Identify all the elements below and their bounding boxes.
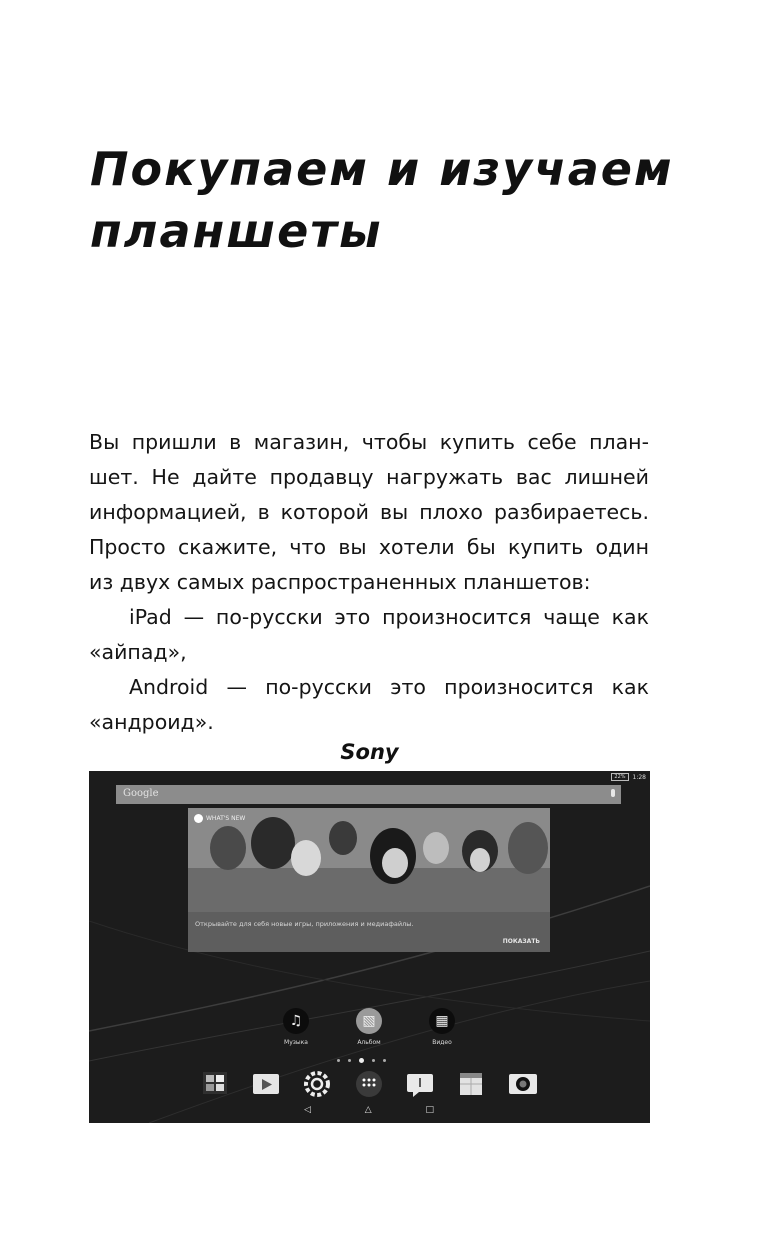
paragraph-ipad-line-2: «айпад»,	[89, 640, 187, 664]
page-dot	[337, 1059, 340, 1062]
google-search-bar[interactable]	[116, 785, 621, 804]
whats-new-widget[interactable]	[188, 808, 550, 952]
paragraph-1-line-4: Просто скажите, что вы хотели бы купить один	[89, 535, 649, 559]
whats-new-icon	[194, 814, 203, 823]
chapter-title-line-1: Покупаем и изучаем	[90, 142, 674, 196]
app-video[interactable]	[417, 1008, 467, 1046]
paragraph-android-line-2: «андроид».	[89, 710, 214, 734]
page-dot	[372, 1059, 375, 1062]
paragraph-android-line-1: Android — по-русски это произносится как	[129, 675, 649, 699]
status-time: 1:28	[632, 773, 646, 781]
figure-caption: Sony	[340, 740, 399, 764]
album-icon: ▧	[356, 1008, 382, 1034]
battery-indicator: 22%	[611, 773, 628, 781]
widget-description: Открывайте для себя новые игры, приложения и медиафайлы.	[195, 920, 414, 928]
page-dot	[383, 1059, 386, 1062]
app-album-label: Альбом	[357, 1039, 381, 1046]
google-apps-folder-icon[interactable]	[203, 1072, 227, 1094]
microphone-icon[interactable]	[611, 789, 615, 797]
app-album[interactable]	[344, 1008, 394, 1046]
home-icon[interactable]: △	[364, 1105, 372, 1115]
back-icon[interactable]: ◁	[304, 1105, 311, 1115]
settings-gear-icon[interactable]	[306, 1073, 328, 1095]
status-bar	[611, 772, 646, 782]
paragraph-1-line-3: информацией, в которой вы плохо разбираетесь.	[89, 500, 649, 524]
calendar-icon[interactable]	[460, 1073, 482, 1095]
show-button[interactable]: ПОКАЗАТЬ	[502, 938, 540, 945]
music-note-icon: ♫	[283, 1008, 309, 1034]
paragraph-1-line-5: из двух самых распространенных планшетов:	[89, 570, 591, 594]
navigation-bar	[304, 1105, 434, 1115]
whats-new-label	[194, 814, 245, 823]
app-music-label: Музыка	[284, 1039, 308, 1046]
widget-footer	[188, 912, 550, 952]
app-drawer-icon[interactable]	[356, 1071, 382, 1097]
google-logo: Google	[123, 788, 159, 799]
camera-icon[interactable]	[509, 1074, 537, 1094]
recent-apps-icon[interactable]: □	[425, 1105, 434, 1115]
tablet-screenshot	[89, 771, 650, 1123]
play-store-icon[interactable]	[253, 1074, 279, 1094]
dock	[201, 1069, 541, 1097]
video-film-icon: ▦	[429, 1008, 455, 1034]
app-music[interactable]	[271, 1008, 321, 1046]
paragraph-ipad-line-1: iPad — по-русски это произносится чаще как	[129, 605, 649, 629]
page-indicator	[337, 1058, 386, 1063]
whats-new-text: WHAT'S NEW	[206, 815, 246, 822]
body-text	[89, 425, 649, 740]
chapter-title	[90, 138, 690, 262]
people-photo	[188, 808, 550, 912]
messaging-icon[interactable]	[407, 1074, 433, 1097]
page-dot-active	[359, 1058, 364, 1063]
paragraph-1-line-2: шет. Не дайте продавцу нагружать вас лишней	[89, 465, 649, 489]
page-dot	[348, 1059, 351, 1062]
chapter-title-line-2: планшеты	[90, 204, 383, 258]
app-video-label: Видео	[432, 1039, 452, 1046]
paragraph-1-line-1: Вы пришли в магазин, чтобы купить себе план-	[89, 430, 649, 454]
